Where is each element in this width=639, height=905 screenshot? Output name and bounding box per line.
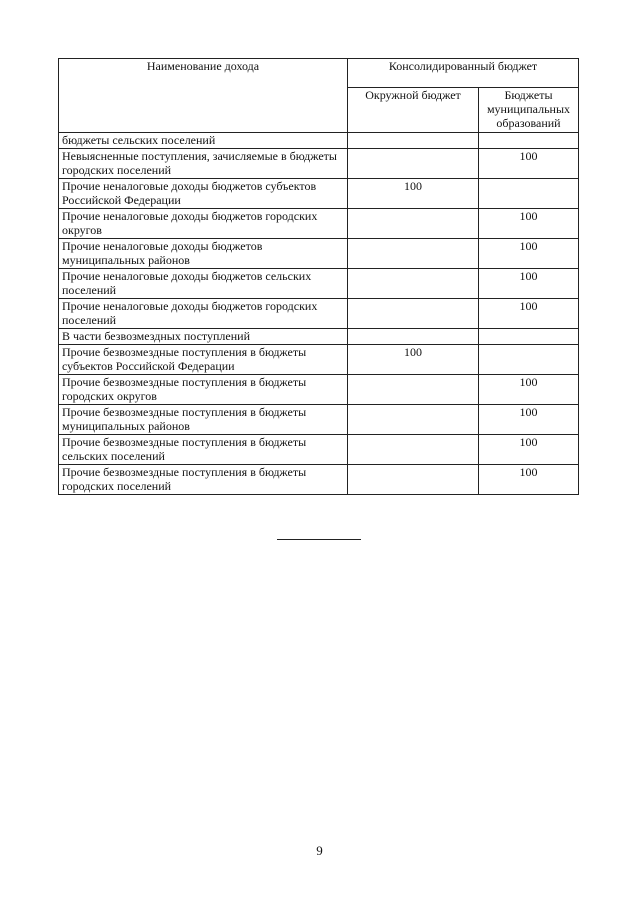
municipal-value-cell [479, 133, 579, 149]
header-consolidated-budget: Консолидированный бюджет [348, 59, 579, 88]
okrug-value-cell [348, 149, 479, 179]
table-row [59, 209, 579, 239]
income-name-cell: Прочие неналоговые доходы бюджетов муниципальных районов [59, 239, 348, 269]
page-number: 9 [316, 843, 323, 858]
income-name-cell: бюджеты сельских поселений [59, 133, 348, 149]
income-name-cell: Прочие безвозмездные поступления в бюджеты субъектов Российской Федерации [59, 345, 348, 375]
municipal-value-cell: 100 [479, 375, 579, 405]
table-row [59, 269, 579, 299]
municipal-value-cell [479, 345, 579, 375]
okrug-value-cell [348, 375, 479, 405]
table-row [59, 149, 579, 179]
okrug-value-cell [348, 209, 479, 239]
table-row [59, 435, 579, 465]
municipal-value-cell: 100 [479, 465, 579, 495]
income-name-cell: Прочие неналоговые доходы бюджетов сельских поселений [59, 269, 348, 299]
okrug-value-cell [348, 435, 479, 465]
income-name-cell: Прочие безвозмездные поступления в бюджеты городских округов [59, 375, 348, 405]
okrug-value-cell [348, 405, 479, 435]
table-row [59, 375, 579, 405]
table-row [59, 179, 579, 209]
table-row [59, 239, 579, 269]
okrug-value-cell [348, 239, 479, 269]
section-header-row [59, 329, 579, 345]
table-row [59, 465, 579, 495]
income-name-cell: Прочие неналоговые доходы бюджетов субъектов Российской Федерации [59, 179, 348, 209]
income-name-cell: Прочие безвозмездные поступления в бюджеты сельских поселений [59, 435, 348, 465]
okrug-value-cell [348, 329, 479, 345]
table-row [59, 133, 579, 149]
municipal-value-cell: 100 [479, 299, 579, 329]
income-name-cell: Прочие неналоговые доходы бюджетов городских округов [59, 209, 348, 239]
income-name-cell: Прочие безвозмездные поступления в бюджеты муниципальных районов [59, 405, 348, 435]
table-row [59, 405, 579, 435]
okrug-value-cell: 100 [348, 179, 479, 209]
income-name-cell: Прочие неналоговые доходы бюджетов городских поселений [59, 299, 348, 329]
municipal-value-cell: 100 [479, 269, 579, 299]
income-name-cell: Невыясненные поступления, зачисляемые в бюджеты городских поселений [59, 149, 348, 179]
municipal-value-cell: 100 [479, 239, 579, 269]
header-income-name: Наименование дохода [59, 59, 348, 133]
table-row [59, 345, 579, 375]
municipal-value-cell: 100 [479, 209, 579, 239]
table-row [59, 299, 579, 329]
header-okrug-budget: Окружной бюджет [348, 88, 479, 133]
okrug-value-cell: 100 [348, 345, 479, 375]
income-name-cell: Прочие безвозмездные поступления в бюджеты городских поселений [59, 465, 348, 495]
section-title-cell: В части безвозмездных поступлений [59, 329, 348, 345]
separator-line [277, 539, 361, 540]
municipal-value-cell: 100 [479, 435, 579, 465]
budget-table [58, 58, 579, 495]
header-municipal-budgets: Бюджеты муниципальных образований [479, 88, 579, 133]
table-header-row [59, 59, 579, 88]
municipal-value-cell: 100 [479, 149, 579, 179]
municipal-value-cell [479, 329, 579, 345]
okrug-value-cell [348, 133, 479, 149]
okrug-value-cell [348, 299, 479, 329]
municipal-value-cell: 100 [479, 405, 579, 435]
municipal-value-cell [479, 179, 579, 209]
okrug-value-cell [348, 269, 479, 299]
okrug-value-cell [348, 465, 479, 495]
